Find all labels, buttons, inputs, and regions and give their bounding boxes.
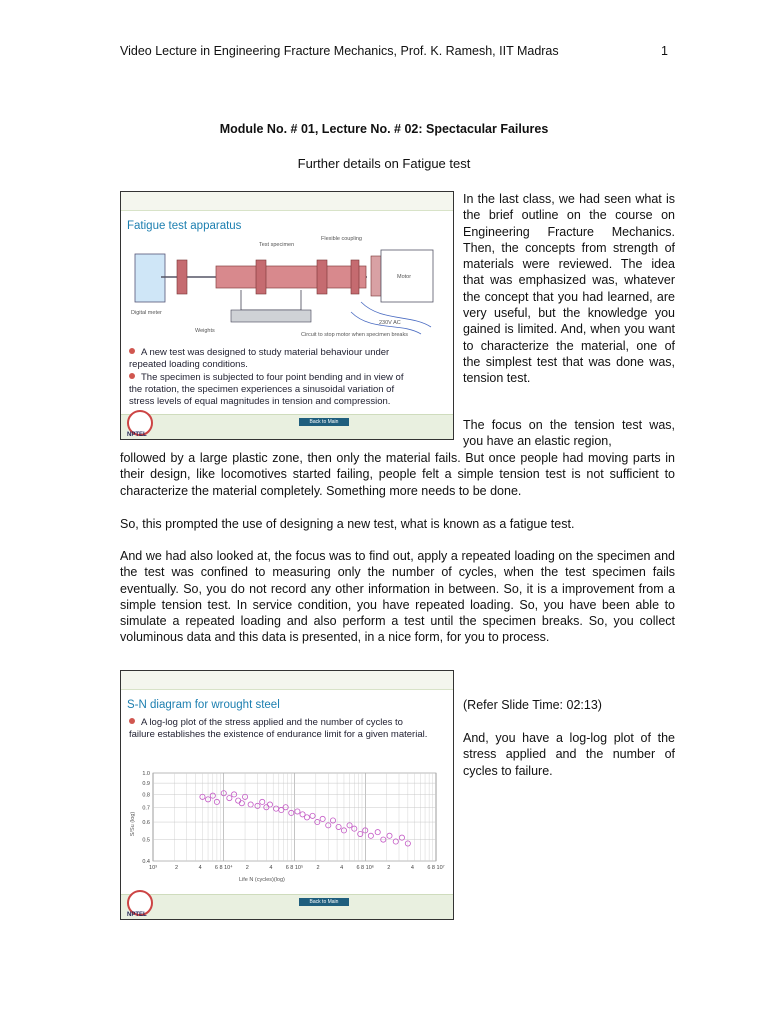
back-to-main-button[interactable]: Back to Main <box>299 418 349 426</box>
slide-bullet: A log-log plot of the stress applied and the number of cycles to failure establishes the existence of endurance limit for a given material. <box>129 717 428 740</box>
module-title: Module No. # 01, Lecture No. # 02: Spectacular Failures <box>219 122 549 136</box>
slide-title: S-N diagram for wrought steel <box>127 699 280 711</box>
x-tick-label: 6 8 10⁷ <box>427 865 445 871</box>
weights <box>231 310 311 322</box>
x-tick-label: 2 <box>387 865 391 871</box>
slide-bullet: A new test was designed to study material behaviour under repeated loading conditions. <box>129 347 390 370</box>
label-specimen: Test specimen <box>259 242 295 248</box>
paragraph-4: And we had also looked at, the focus was to find out, apply a repeated loading on the specimen and the test was confined to measuring only the number of cycles, when the test specimen fails eventually. So, you do not record any other information in between. So, it is a improvement from a simple tension test. In service condition, you have repeated loading. So, you have been able to simulate a repeated loading and also perform a test until the specimen breaks. So, you collect voluminous data and this data is presented, in a nice form, for you to process. <box>120 549 675 645</box>
label-ac: 230V AC <box>379 320 401 326</box>
x-tick-label: 2 <box>175 865 179 871</box>
x-tick-label: 2 <box>316 865 320 871</box>
slide-time-reference: (Refer Slide Time: 02:13) <box>463 698 602 712</box>
x-tick-label: 4 <box>269 865 273 871</box>
paragraph-2-start: The focus on the tension test was, you have an elastic region, <box>463 418 675 449</box>
nptel-label: NPTEL <box>127 912 147 918</box>
slide-bullet: The specimen is subjected to four point bending and in view of the rotation, the specimen experiences a sinusoidal variation of stress levels of equal magnitudes in tension and compression. <box>129 372 404 407</box>
fatigue-apparatus-slide <box>120 191 454 440</box>
x-tick-label: 2 <box>245 865 249 871</box>
sn-chart <box>121 763 453 895</box>
y-tick-label: 0.4 <box>142 859 150 865</box>
label-circuit: Circuit to stop motor when specimen breaks <box>301 332 408 338</box>
label-coupling: Flexible coupling <box>321 236 362 242</box>
header-title: Video Lecture in Engineering Fracture Mechanics, Prof. K. Ramesh, IIT Madras <box>120 44 559 58</box>
running-header <box>120 44 668 58</box>
y-tick-label: 0.9 <box>142 781 150 788</box>
chart-x-label: Life N (cycles)(log) <box>239 877 285 883</box>
y-tick-label: 1.0 <box>142 771 150 777</box>
x-tick-label: 10³ <box>149 865 157 871</box>
chart-y-label: S/Su (log) <box>130 811 137 837</box>
test-specimen <box>216 266 366 288</box>
nptel-label: NPTEL <box>127 432 147 438</box>
page-number: 1 <box>661 44 668 58</box>
paragraph-5: And, you have a log-log plot of the stress applied and the number of cycles to failure. <box>463 731 675 778</box>
label-counter: Digital meter <box>131 310 162 316</box>
x-tick-label: 4 <box>340 865 344 871</box>
slide-footer <box>121 414 453 439</box>
slide-topbar <box>121 192 453 211</box>
flexible-coupling <box>371 256 381 296</box>
section-subtitle: Further details on Fatigue test <box>297 156 471 171</box>
slide-topbar <box>121 671 453 690</box>
y-tick-label: 0.8 <box>142 792 150 799</box>
x-tick-label: 4 <box>198 865 202 871</box>
sn-diagram-slide <box>120 670 454 920</box>
slide-title: Fatigue test apparatus <box>127 220 242 232</box>
y-tick-label: 0.6 <box>142 820 150 827</box>
paragraph-2: followed by a large plastic zone, then only the material fails. But once people had moving parts in their design, like locomotives started failing, people felt a simple tension test is not sufficient to characterize the material completely. Something more needs to be done. <box>120 451 675 498</box>
x-tick-label: 6 8 10⁶ <box>356 865 375 871</box>
label-motor: Motor <box>397 274 412 280</box>
x-tick-label: 4 <box>410 865 414 871</box>
paragraph-1: In the last class, we had seen what is the brief outline on the course on Engineering Fracture Mechanics. Then, the concepts from strength of materials were reviewed. The idea that was emphasized was, whatever the concept that you had learned, are very useful, but the knowledge you gained is limited. And, when you want to characterize the material, one of the simplest test that was done was, tension test. <box>463 192 675 386</box>
x-tick-label: 6 8 10⁴ <box>214 865 233 871</box>
y-tick-label: 0.7 <box>142 805 150 812</box>
x-tick-label: 6 8 10⁵ <box>285 865 304 871</box>
slide-footer <box>121 894 453 919</box>
label-weights: Weights <box>195 328 215 334</box>
back-to-main-button[interactable]: Back to Main <box>299 898 349 906</box>
digital-meter <box>135 254 165 302</box>
y-tick-label: 0.5 <box>142 837 150 844</box>
paragraph-3: So, this prompted the use of designing a new test, what is known as a fatigue test. <box>120 517 575 531</box>
